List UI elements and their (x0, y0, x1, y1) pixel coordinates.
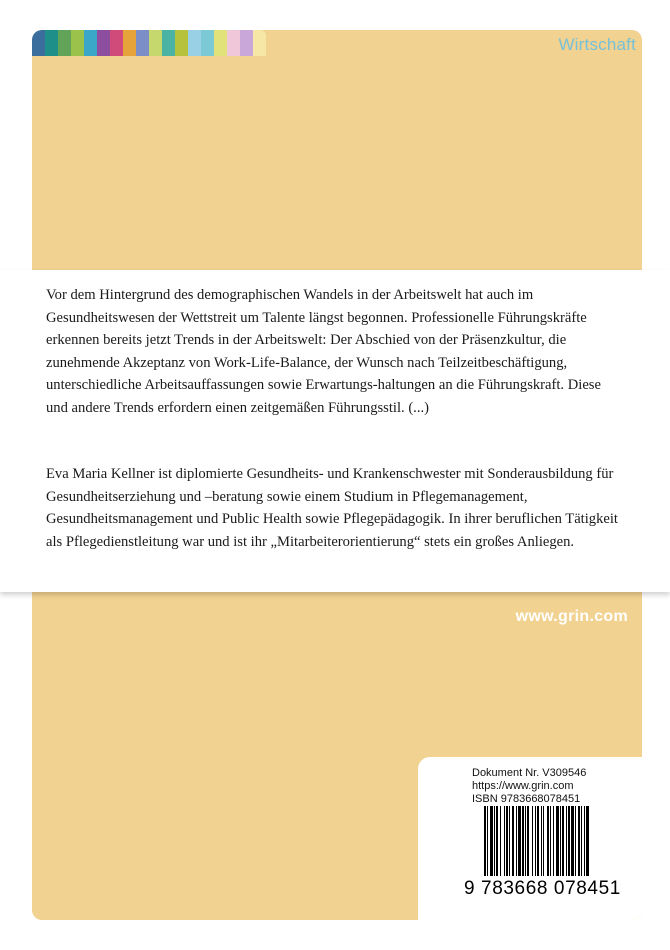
color-stripe (162, 30, 175, 56)
publisher-website: www.grin.com (515, 608, 628, 625)
color-stripe (136, 30, 149, 56)
color-stripe (175, 30, 188, 56)
color-stripe (123, 30, 136, 56)
barcode-digits: 9 783668 078451 (464, 878, 621, 899)
isbn-text: ISBN 9783668078451 (472, 793, 581, 805)
book-blurb: Vor dem Hintergrund des demographischen Wandels in der Arbeitswelt hat auch im Gesundheitswesen der Wettstreit um Talente längst begonnen. Professionelle Führungskräfte erkennen bereits jetzt Trends in der Arbeitswelt: Der Abschied von der Präsenzkultur, die zunehmende Akzeptanz von Work-Life-Balance, der Wunsch nach Teilzeitbeschäftigung, unterschiedliche Arbeitsauffassungen sowie Erwartungs-haltungen an die Führungskraft. Diese und andere Trends erfordern einen zeitgemäßen Führungsstil. (...) (46, 287, 601, 416)
color-stripe (58, 30, 71, 56)
color-stripe (45, 30, 58, 56)
color-stripe (201, 30, 214, 56)
color-stripe (110, 30, 123, 56)
color-stripe (84, 30, 97, 56)
category-label: Wirtschaft (558, 35, 636, 54)
color-stripes (32, 30, 266, 56)
color-stripe (240, 30, 253, 56)
color-stripe (214, 30, 227, 56)
document-number: Dokument Nr. V309546 (472, 767, 587, 779)
color-stripe (253, 30, 266, 56)
color-stripe (188, 30, 201, 56)
barcode-icon (484, 806, 630, 876)
color-stripe (97, 30, 110, 56)
color-stripe (149, 30, 162, 56)
color-stripe (71, 30, 84, 56)
color-stripe (32, 30, 45, 56)
publisher-url: https://www.grin.com (472, 780, 574, 792)
color-stripe (227, 30, 240, 56)
author-bio: Eva Maria Kellner ist diplomierte Gesundheits- und Krankenschwester mit Sonderausbildung für Gesundheitserziehung und –beratung sowie einem Studium in Pflegemanagement, Gesundheitsmanagement und Public Health sowie Pflegepädagogik. In ihrer beruflichen Tätigkeit als Pflegedienstleitung war und ist ihr „Mitarbeiterorientierung“ stets ein großes Anliegen. (46, 466, 618, 550)
